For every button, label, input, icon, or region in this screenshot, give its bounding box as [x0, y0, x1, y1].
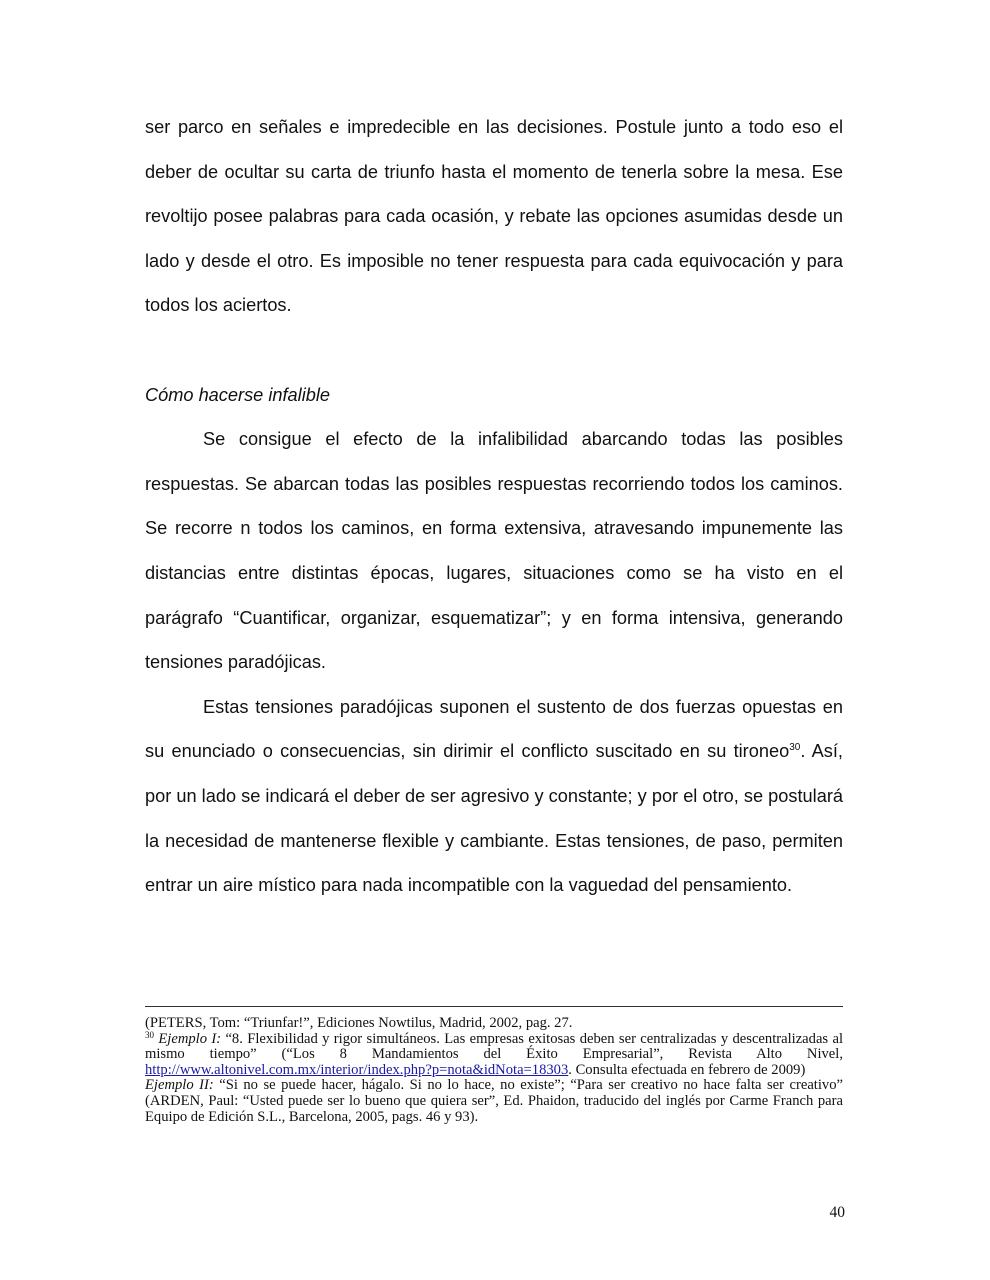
footnote-separator	[145, 1006, 843, 1007]
footnote-link[interactable]: http://www.altonivel.com.mx/interior/index.php?p=nota&idNota=18303	[145, 1061, 569, 1078]
paragraph-tensiones-text-a: Estas tensiones paradójicas suponen el sustento de dos fuerzas opuestas en su enunciado o consecuencias, sin dirimir el conflicto suscitado en su tironeo	[145, 696, 843, 762]
footnote-text: “8. Flexibilidad y rigor simultáneos. Las empresas exitosas deben ser centralizadas y descentralizadas al mismo tiempo” (“Los 8 Mandamientos del Éxito Empresarial”, Revista Alto Nivel,	[145, 1030, 843, 1063]
footnote-text: “Si no se puede hacer, hágalo. Si no lo hace, no existe”; “Para ser creativo no hace falta ser creativo” (ARDEN, Paul: “Usted puede ser lo bueno que quiera ser”, Ed. Phaidon, traducido del inglés por Carme Franch para Equipo de Edición S.L., Barcelona, 2005, pags. 46 y 93).	[145, 1077, 843, 1125]
paragraph-tensiones-text-b: . Así, por un lado se indicará el deber de ser agresivo y constante; y por el otro, se postulará la necesidad de mantenerse flexible y cambiante. Estas tensiones, de paso, permiten entrar un aire místico para nada incompatible con la vaguedad del pensamiento.	[145, 741, 843, 896]
footnote-30	[145, 1029, 843, 1079]
paragraph-infalibilidad: Se consigue el efecto de la infalibilidad abarcando todas las posibles respuestas. Se abarcan todas las posibles respuestas recorriendo todos los caminos. Se recorre n todos los caminos, en forma extensiva, atravesando impunemente las distancias entre distintas épocas, lugares, situaciones como se ha visto en el parágrafo “Cuantificar, organizar, esquematizar”; y en forma intensiva, generando tensiones paradójicas.	[145, 429, 843, 673]
footnote-text-after-link: . Consulta efectuada en febrero de 2009)	[568, 1061, 806, 1078]
page-number: 40	[829, 1204, 845, 1221]
footnote-number: 30	[145, 1029, 154, 1040]
footnotes	[145, 1016, 843, 1125]
section-heading: Cómo hacerse infalible	[145, 384, 331, 405]
footnote-continued: (PETERS, Tom: “Triunfar!”, Ediciones Nowtilus, Madrid, 2002, pag. 27.	[145, 1015, 573, 1031]
paragraph-tensiones	[145, 685, 843, 908]
footnote-reference-30[interactable]: 30	[789, 742, 801, 754]
footnote-example-label: Ejemplo II:	[145, 1077, 214, 1094]
footnote-30-example-2	[145, 1078, 843, 1125]
blank-line	[145, 328, 843, 373]
footnote-example-label: Ejemplo I:	[158, 1030, 222, 1047]
body-text	[145, 105, 843, 908]
paragraph-continuation: ser parco en señales e impredecible en las decisiones. Postule junto a todo eso el deber de ocultar su carta de triunfo hasta el momento de tenerla sobre la mesa. Ese revoltijo posee palabras para cada ocasión, y rebate las opciones asumidas desde un lado y desde el otro. Es imposible no tener respuesta para cada equivocación y para todos los aciertos.	[145, 117, 843, 316]
